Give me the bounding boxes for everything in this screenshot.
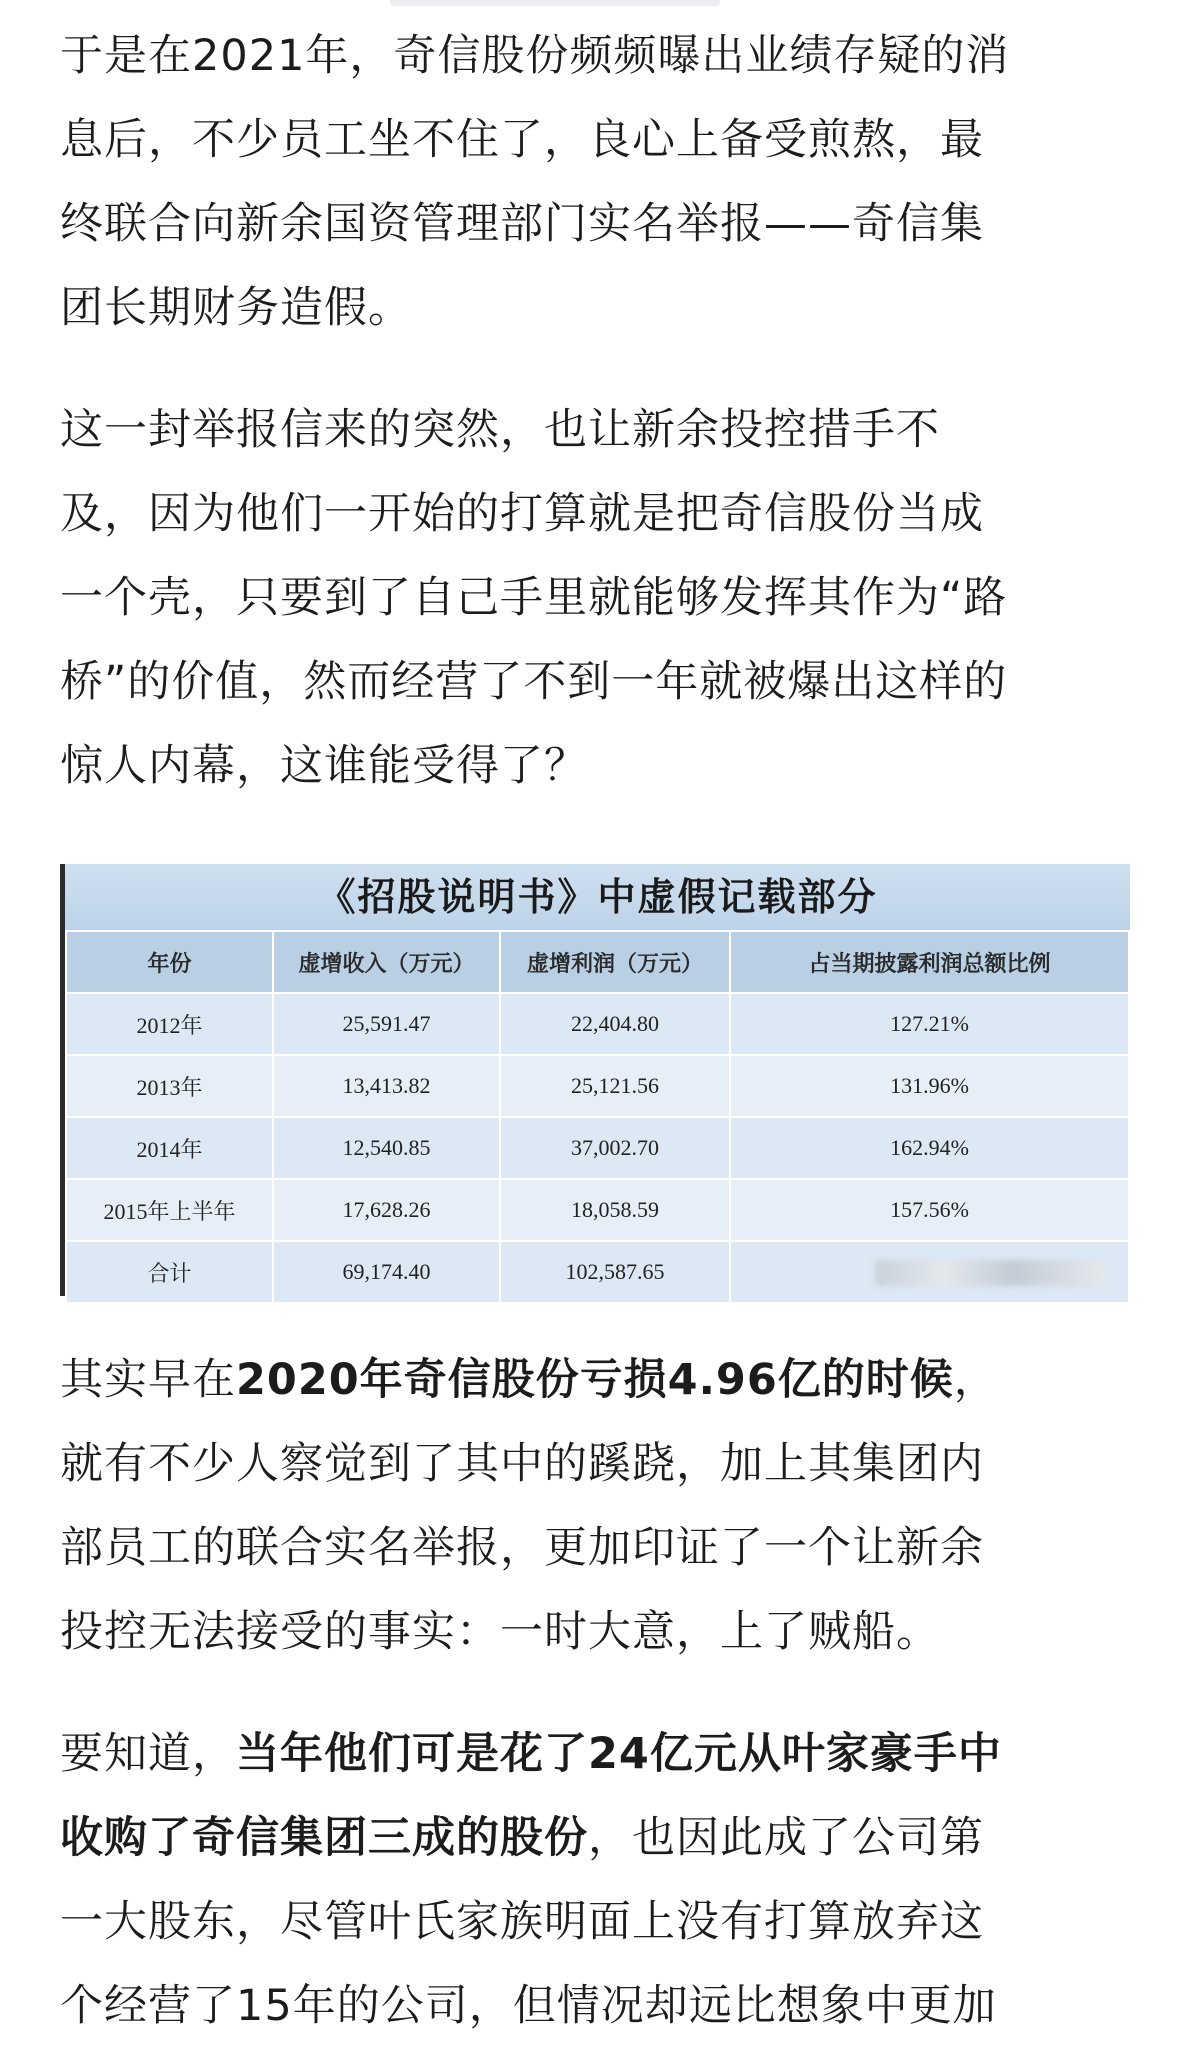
top-edge-sliver <box>390 0 720 6</box>
paragraph-line: 终联合向新余国资管理部门实名举报——奇信集 <box>60 199 984 249</box>
cell-profit: 37,002.70 <box>500 1117 730 1179</box>
cell-profit: 22,404.80 <box>500 993 730 1055</box>
paragraph-line: 这一封举报信来的突然，也让新余投控措手不 <box>60 405 940 455</box>
cell-revenue: 25,591.47 <box>273 993 500 1055</box>
bold-highlight: 收购了奇信集团三成的股份 <box>60 1813 588 1863</box>
paragraph-line: 及，因为他们一开始的打算就是把奇信股份当成 <box>60 489 984 539</box>
table-title: 《招股说明书》中虚假记载部分 <box>65 864 1130 930</box>
cell-revenue: 13,413.82 <box>273 1055 500 1117</box>
paragraph-2 <box>60 388 1130 808</box>
paragraph-line: 息后，不少员工坐不住了，良心上备受煎熬，最 <box>60 115 984 165</box>
paragraph-line: 于是在2021年，奇信股份频频曝出业绩存疑的消 <box>60 31 1010 81</box>
paragraph-line: 就有不少人察觉到了其中的蹊跷，加上其集团内 <box>60 1439 984 1489</box>
paragraph-line: 团长期财务造假。 <box>60 283 412 333</box>
table-header-row <box>66 931 1129 993</box>
cell-ratio-blurred <box>730 1241 1129 1303</box>
cell-year: 2013年 <box>66 1055 273 1117</box>
header-revenue: 虚增收入（万元） <box>273 931 500 993</box>
paragraph-4 <box>60 1712 1130 2048</box>
cell-ratio: 162.94% <box>730 1117 1129 1179</box>
table-figure <box>60 864 1130 1296</box>
cell-year: 2014年 <box>66 1117 273 1179</box>
cell-ratio: 157.56% <box>730 1179 1129 1241</box>
bold-highlight: 2020年奇信股份亏损4.96亿的时候 <box>236 1355 954 1405</box>
table-row <box>66 1055 1129 1117</box>
text-run: ， <box>953 1355 998 1405</box>
text-run: ，也因此成了公司第 <box>588 1813 984 1863</box>
cell-ratio: 127.21% <box>730 993 1129 1055</box>
article-body <box>60 14 1130 2048</box>
bold-highlight: 当年他们可是花了24亿元从叶家豪手中 <box>236 1729 1002 1779</box>
paragraph-3 <box>60 1338 1130 1674</box>
cell-revenue: 17,628.26 <box>273 1179 500 1241</box>
paragraph-1 <box>60 14 1130 350</box>
cell-profit: 18,058.59 <box>500 1179 730 1241</box>
table-row <box>66 993 1129 1055</box>
paragraph-line: 惊人内幕，这谁能受得了？ <box>60 741 588 791</box>
table-row <box>66 1117 1129 1179</box>
paragraph-line <box>60 1796 1130 1880</box>
paragraph-line <box>60 1338 1130 1422</box>
fraud-data-table <box>65 930 1130 1304</box>
paragraph-line: 个经营了15年的公司，但情况却远比想象中更加 <box>60 1981 997 2031</box>
header-profit: 虚增利润（万元） <box>500 931 730 993</box>
cell-profit: 25,121.56 <box>500 1055 730 1117</box>
paragraph-line <box>60 1712 1130 1796</box>
cell-year: 2015年上半年 <box>66 1179 273 1241</box>
paragraph-line: 部员工的联合实名举报，更加印证了一个让新余 <box>60 1523 984 1573</box>
cell-revenue: 69,174.40 <box>273 1241 500 1303</box>
paragraph-line: 投控无法接受的事实：一时大意，上了贼船。 <box>60 1607 940 1657</box>
cell-ratio: 131.96% <box>730 1055 1129 1117</box>
paragraph-line: 桥”的价值，然而经营了不到一年就被爆出这样的 <box>60 657 1008 707</box>
cell-revenue: 12,540.85 <box>273 1117 500 1179</box>
header-year: 年份 <box>66 931 273 993</box>
header-ratio: 占当期披露利润总额比例 <box>730 931 1129 993</box>
text-run: 要知道， <box>60 1729 236 1779</box>
cell-profit: 102,587.65 <box>500 1241 730 1303</box>
cell-year: 合计 <box>66 1241 273 1303</box>
cell-year: 2012年 <box>66 993 273 1055</box>
text-run: 其实早在 <box>60 1355 236 1405</box>
paragraph-line: 一个壳，只要到了自己手里就能够发挥其作为“路 <box>60 573 1008 623</box>
blurred-watermark <box>875 1260 1105 1286</box>
paragraph-line: 一大股东，尽管叶氏家族明面上没有打算放弃这 <box>60 1897 984 1947</box>
table-row <box>66 1179 1129 1241</box>
table-total-row <box>66 1241 1129 1303</box>
